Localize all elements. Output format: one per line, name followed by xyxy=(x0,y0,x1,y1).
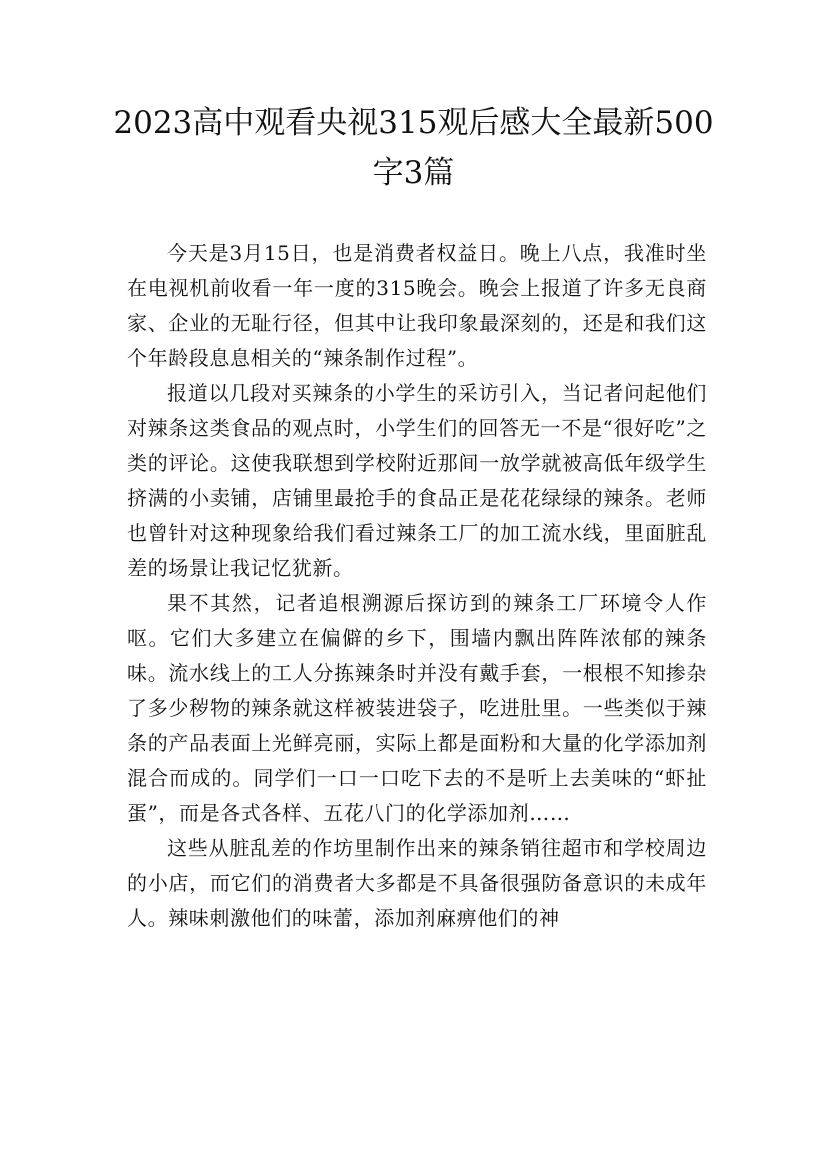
document-body xyxy=(127,236,707,936)
paragraph: 今天是3月15日，也是消费者权益日。晚上八点，我准时坐在电视机前收看一年一度的315晚会。晚会上报道了许多无良商家、企业的无耻行径，但其中让我印象最深刻的，还是和我们这个年龄段息息相关的“辣条制作过程”。 xyxy=(127,241,707,370)
paragraph: 这些从脏乱差的作坊里制作出来的辣条销往超市和学校周边的小店，而它们的消费者大多都是不具备很强防备意识的未成年人。辣味刺激他们的味蕾，添加剂麻痹他们的神 xyxy=(127,836,707,930)
paragraph: 果不其然，记者追根溯源后探访到的辣条工厂环境令人作呕。它们大多建立在偏僻的乡下，围墙内飘出阵阵浓郁的辣条味。流水线上的工人分拣辣条时并没有戴手套，一根根不知掺杂了多少秽物的辣条就这样被装进袋子，吃进肚里。一些类似于辣条的产品表面上光鲜亮丽，实际上都是面粉和大量的化学添加剂混合而成的。同学们一口一口吃下去的不是听上去美味的“虾扯蛋”，而是各式各样、五花八门的化学添加剂…… xyxy=(127,591,707,825)
paragraph: 报道以几段对买辣条的小学生的采访引入，当记者问起他们对辣条这类食品的观点时，小学生们的回答无一不是“很好吃”之类的评论。这使我联想到学校附近那间一放学就被高低年级学生挤满的小卖铺，店铺里最抢手的食品正是花花绿绿的辣条。老师也曾针对这种现象给我们看过辣条工厂的加工流水线，里面脏乱差的场景让我记忆犹新。 xyxy=(127,381,707,580)
document-title: 2023高中观看央视315观后感大全最新500字3篇 xyxy=(113,105,714,191)
